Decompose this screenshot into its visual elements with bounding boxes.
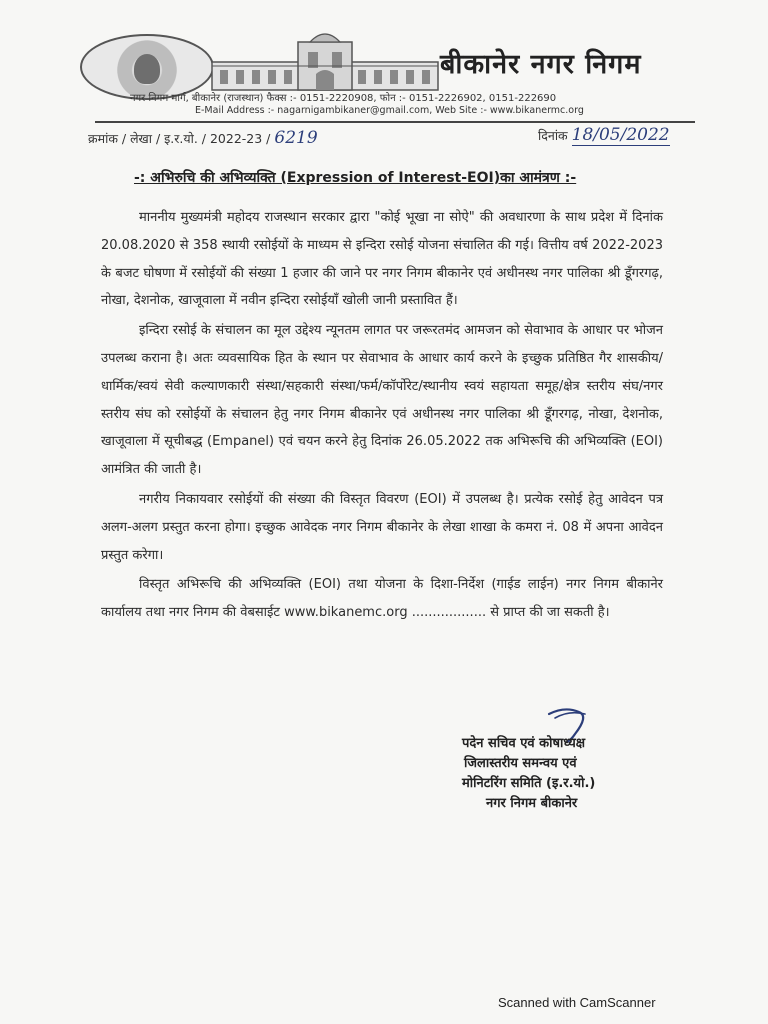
scanner-watermark: Scanned with CamScanner [498,995,656,1010]
letterhead-email-website: E-Mail Address :- nagarnigambikaner@gmail.com, Web Site :- www.bikanermc.org [195,105,584,116]
letterhead-divider [95,121,695,123]
municipal-building-illustration [210,28,440,92]
organization-name: बीकानेर नगर निगम [440,49,642,80]
signatory-committee-line-1: जिलास्तरीय समन्वय एवं [464,756,577,771]
body-paragraph-1: माननीय मुख्यमंत्री महोदय राजस्थान सरकार द्वारा "कोई भूखा ना सोऐ" की अवधारणा के साथ प्रदेश में दिनांक 20.08.2020 से 358 स्थायी रसोईयों के माध्यम से इन्दिरा रसोई योजना संचालित की गई। वित्तीय वर्ष 2022-2023 के बजट घोषणा में रसोईयों की संख्या 1 हजार की जाने पर नगर निगम बीकानेर एवं अधीनस्थ नगर पालिका श्री डूँगरगढ़, नोखा, देशनोक, खाजूवाला में नवीन इन्दिरा रसोईयाँ खोली जानी प्रस्तावित हैं। [101,210,663,309]
signature-block [462,734,682,814]
body-paragraph-4: विस्तृत अभिरूचि की अभिव्यक्ति (EOI) तथा योजना के दिशा-निर्देश (गाईड लाईन) नगर निगम बीकानेर कार्यालय तथा नगर निगम की वेबसाईट www.bikanemc.org .................. से प्राप्त की जा सकती है। [101,577,663,621]
signatory-organization: नगर निगम बीकानेर [486,796,578,811]
signatory-designation: पदेन सचिव एवं कोषाध्यक्ष [462,736,586,751]
reference-number [88,128,318,148]
reference-handwritten-number: 6219 [274,128,318,148]
letter-body [101,204,663,627]
subject-heading: -: अभिरुचि की अभिव्यक्ति (Expression of Interest-EOI)का आमंत्रण :- [134,170,577,186]
signatory-committee-line-2: मोनिटरिंग समिति (इ.र.यो.) [462,776,596,791]
body-paragraph-2: इन्दिरा रसोई के संचालन का मूल उद्देश्य न्यूनतम लागत पर जरूरतमंद आमजन को सेवाभाव के आधार पर भोजन उपलब्ध कराना है। अतः व्यवसायिक हित के स्थान पर सेवाभाव के आधार कार्य करने के इच्छुक प्रतिष्ठित गैर शासकीय/धार्मिक/स्वयं सेवी कल्याणकारी संस्था/सहकारी संस्था/फर्म/कॉर्पोरेट/स्थानीय स्वयं सहायता समूह/क्षेत्र स्तरीय संघ/नगर स्तरीय संघ को रसोईयों के संचालन हेतु नगर निगम बीकानेर एवं अधीनस्थ नगर पालिका श्री डूँगरगढ़, नोखा, देशनोक, खाजूवाला में सूचीबद्ध (Empanel) एवं चयन करने हेतु दिनांक 26.05.2022 तक अभिरूचि की अभिव्यक्ति (EOI) आमंत्रित की जाती है। [101,323,663,478]
letter-date [538,125,670,145]
date-label: दिनांक [538,128,572,143]
body-paragraph-3: नगरीय निकायवार रसोईयों की संख्या की विस्तृत विवरण (EOI) में उपलब्ध है। प्रत्येक रसोई हेतु आवेदन पत्र अलग-अलग प्रस्तुत करना होगा। इच्छुक आवेदक नगर निगम बीकानेर के लेखा शाखा के कमरा नं. 08 में अपना आवेदन प्रस्तुत करेगा। [101,491,663,563]
date-handwritten-value: 18/05/2022 [571,125,670,145]
reference-prefix: क्रमांक / लेखा / इ.र.यो. / 2022-23 / [88,131,275,146]
letterhead-address: नगर निगम मार्ग, बीकानेर (राजस्थान) फैक्स :- 0151-2220908, फोन :- 0151-2226902, 0151-222690 [130,93,557,104]
